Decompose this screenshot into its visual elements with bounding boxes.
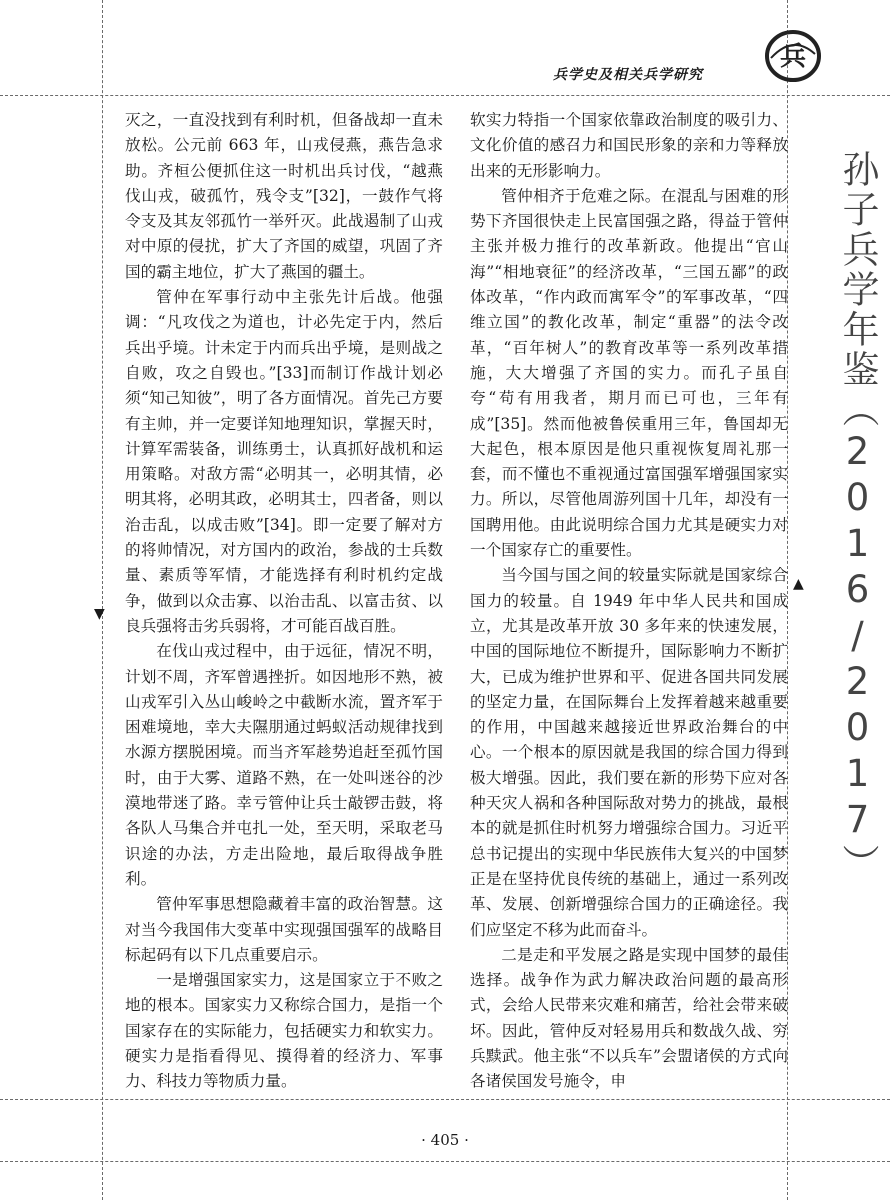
paragraph: 软实力特指一个国家依靠政治制度的吸引力、文化价值的感召力和国民形象的亲和力等释放出来的无形影响力。: [470, 111, 788, 180]
paragraph: 当今国与国之间的较量实际就是国家综合国力的较量。自 1949 年中华人民共和国成立，尤其是改革开放 30 多年来的快速发展，中国的国际地位不断提升，国际影响力不断扩大，已成为维护世界和平、促进各国共同发展的坚定力量，在国际舞台上发挥着越来越重要的作用，中国越来越接近世界政治舞台的中心。一个根本的原因就是我国的综合国力得到极大增强。因此，我们要在新的形势下应对各种天灾人祸和各种国际敌对势力的挑战，最根本的就是抓住时机努力增强综合国力。习近平总书记提出的实现中华民族伟大复兴的中国梦正是在坚持优良传统的基础上，通过一系列改革、发展、创新增强综合国力的正确途径。我们应坚定不移为此而奋斗。: [470, 566, 788, 939]
paragraph: 二是走和平发展之路是实现中国梦的最佳选择。战争作为武力解决政治问题的最高形式，会给人民带来灾难和痛苦，给社会带来破坏。因此，管仲反对轻易用兵和数战久战、穷兵黩武。他主张“不以兵车”会盟诸侯的方式向各诸侯国发号施令，申: [470, 945, 788, 1091]
right-column: [470, 108, 788, 1095]
running-head: 兵学史及相关兵学研究: [553, 67, 703, 83]
side-title: 孙子兵学年鉴（2016/2017）: [836, 150, 879, 884]
paragraph: 管仲在军事行动中主张先计后战。他强调：“凡攻伐之为道也，计必先定于内，然后兵出乎境。计未定于内而兵出乎境，是则战之自败，攻之自毁也。”[33]而制订作战计划必须“知己知彼”，明了各方面情况。首先己方要有主帅，并一定要详知地理知识，掌握天时，计算军需装备，训练勇士，认真抓好战机和运用策略。对敌方需“必明其一，必明其情，必明其将，必明其政，必明其士，四者备，则以治击乱，以成击败”[34]。即一定要了解对方的将帅情况，对方国内的政治，参战的士兵数量、素质等军情，才能选择有利时机约定战争，做到以众击寡、以治击乱、以富击贫、以良兵强将击劣兵弱将，才可能百战百胜。: [125, 288, 443, 635]
up-arrow-icon: ▲: [793, 576, 804, 592]
paragraph: 管仲相齐于危难之际。在混乱与困难的形势下齐国很快走上民富国强之路，得益于管仲主张并极力推行的改革新政。他提出“官山海”“相地衰征”的经济改革，“三国五鄙”的政体改革，“作内政而寓军令”的军事改革，“四维立国”的教化改革，制定“重器”的法令改革，“百年树人”的教育改革等一系列改革措施，大大增强了齐国的实力。而孔子虽自夸“苟有用我者，期月而已可也，三年有成”[35]。然而他被鲁侯重用三年，鲁国却无大起色，根本原因是他只重视恢复周礼那一套，而不懂也不重视通过富国强军增强国家实力。所以，尽管他周游列国十几年，却没有一国聘用他。由此说明综合国力尤其是硬实力对一个国家存亡的重要性。: [470, 186, 788, 560]
paragraph: 管仲军事思想隐藏着丰富的政治智慧。这对当今我国伟大变革中实现强国强军的战略目标起码有以下几点重要启示。: [125, 895, 443, 964]
top-rule: [0, 95, 890, 96]
paragraph: 灭之，一直没找到有利时机，但备战却一直未放松。公元前 663 年，山戎侵燕，燕告急求助。齐桓公便抓住这一时机出兵讨伐，“越燕伐山戎，破孤竹，残令支”[32]，一鼓作气将令支及其友邻孤竹一举歼灭。此战遏制了山戎对中原的侵扰，扩大了齐国的威望，巩固了齐国的霸主地位，扩大了燕国的疆土。: [125, 111, 443, 281]
paragraph: 一是增强国家实力，这是国家立于不败之地的根本。国家实力又称综合国力，是指一个国家存在的实际能力，包括硬实力和软实力。硬实力是指看得见、摸得着的经济力、军事力、科技力等物质力量。: [125, 971, 443, 1091]
down-arrow-icon: ▼: [94, 606, 105, 622]
book-logo-icon: [763, 28, 823, 84]
page-number: · 405 ·: [421, 1131, 469, 1149]
left-margin-rule: [102, 0, 103, 1200]
bottom-rule-lower: [0, 1161, 890, 1162]
bottom-rule: [0, 1099, 890, 1100]
left-column: [125, 108, 443, 1095]
logo-glyph: 兵: [779, 42, 807, 72]
paragraph: 在伐山戎过程中，由于远征，情况不明，计划不周，齐军曾遇挫折。如因地形不熟，被山戎军引入丛山峻岭之中截断水流，置齐军于困难境地，幸大夫隰朋通过蚂蚁活动规律找到水源方摆脱困境。而当齐军趁势追赶至孤竹国时，由于大雾、道路不熟，在一处叫迷谷的沙漠地带迷了路。幸亏管仲让兵士敲锣击鼓，将各队人马集合并屯扎一处，至天明，采取老马识途的办法，方走出险地，最后取得战争胜利。: [125, 642, 443, 888]
